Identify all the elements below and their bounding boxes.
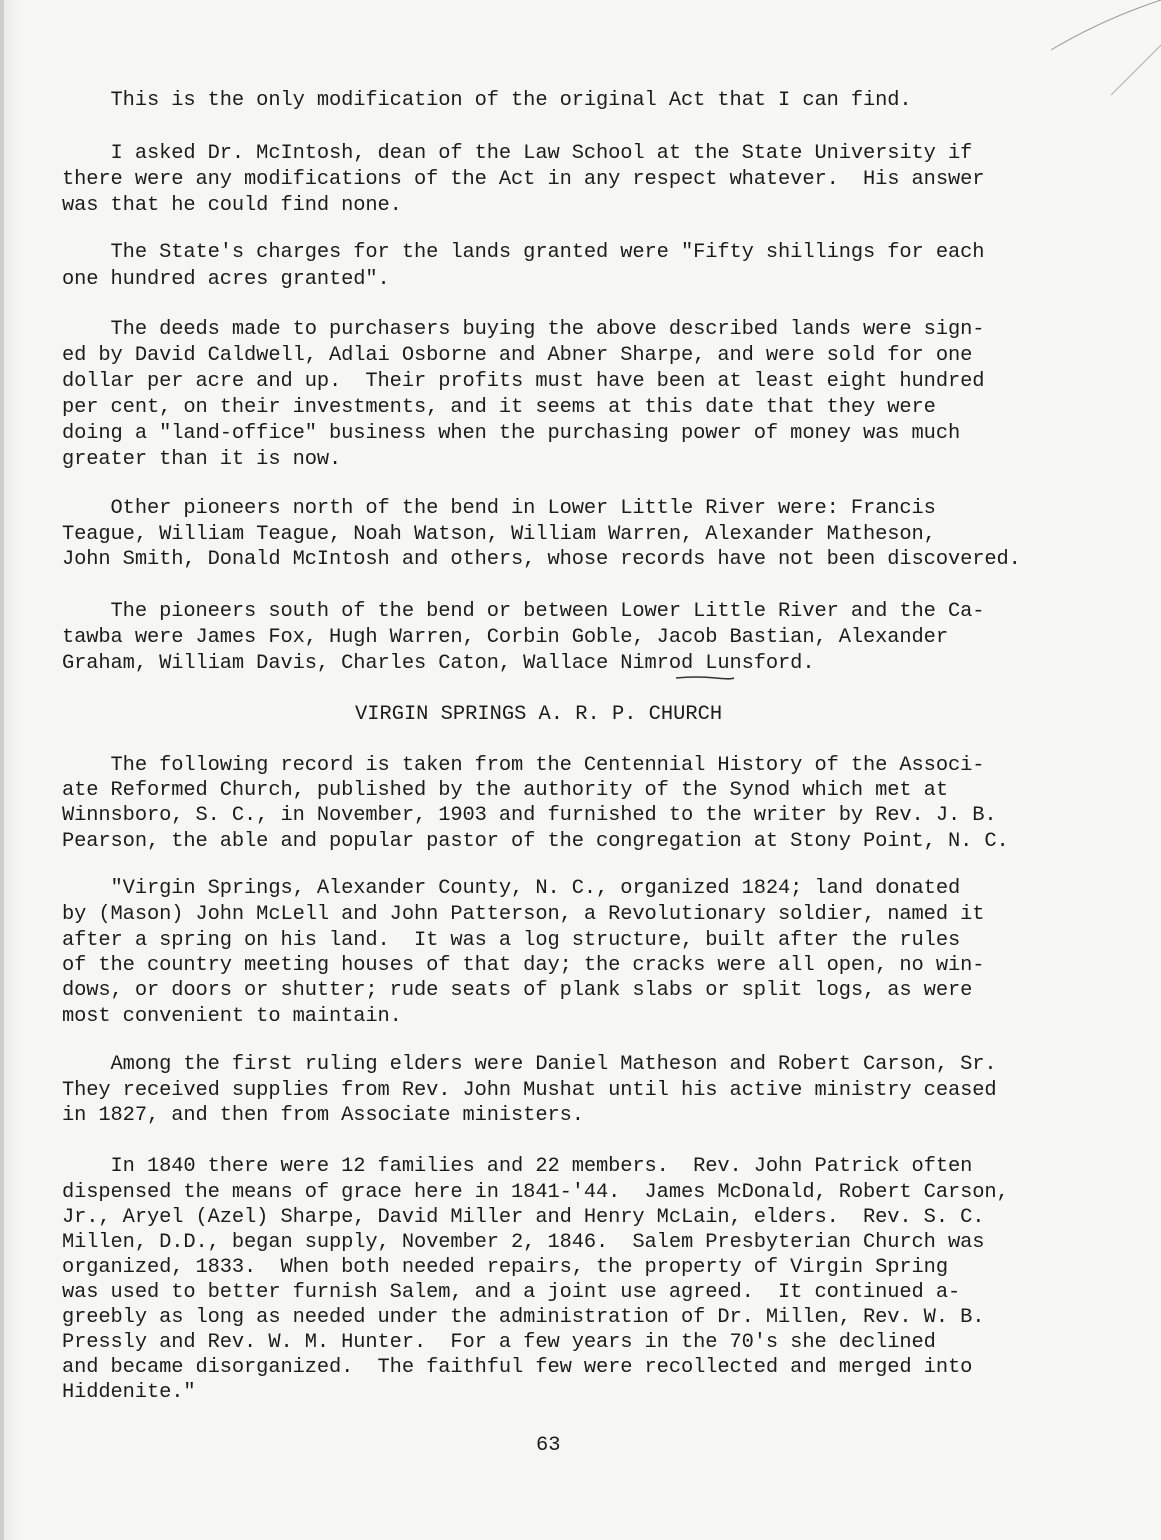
text-line: The following record is taken from the Centennial History of the Associ- <box>62 754 985 777</box>
page-number: 63 <box>536 1434 561 1457</box>
text-line: I asked Dr. McIntosh, dean of the Law School at the State University if <box>62 142 973 165</box>
text-line: The State's charges for the lands granted were "Fifty shillings for each <box>62 241 985 264</box>
text-line: Winnsboro, S. C., in November, 1903 and furnished to the writer by Rev. J. B. <box>62 804 997 827</box>
text-line: after a spring on his land. It was a log structure, built after the rules <box>62 929 961 952</box>
text-line: doing a "land-office" business when the purchasing power of money was much <box>62 422 961 445</box>
text-line: Pressly and Rev. W. M. Hunter. For a few years in the 70's she declined <box>62 1331 936 1354</box>
text-line: was used to better furnish Salem, and a joint use agreed. It continued a- <box>62 1281 961 1304</box>
text-line: Hiddenite." <box>62 1381 196 1404</box>
text-line: "Virgin Springs, Alexander County, N. C., organized 1824; land donated <box>62 877 961 900</box>
text-line: They received supplies from Rev. John Mushat until his active ministry ceased <box>62 1079 997 1102</box>
text-line: in 1827, and then from Associate ministers. <box>62 1104 584 1127</box>
text-line: The deeds made to purchasers buying the above described lands were sign- <box>62 318 985 341</box>
text-line: ate Reformed Church, published by the authority of the Synod which met at <box>62 779 948 802</box>
text-line: Teague, William Teague, Noah Watson, William Warren, Alexander Matheson, <box>62 523 936 546</box>
text-line: The pioneers south of the bend or between Lower Little River and the Ca- <box>62 600 985 623</box>
text-line: Millen, D.D., began supply, November 2, 1846. Salem Presbyterian Church was <box>62 1231 985 1254</box>
text-line: tawba were James Fox, Hugh Warren, Corbin Goble, Jacob Bastian, Alexander <box>62 626 948 649</box>
text-line: by (Mason) John McLell and John Patterson, a Revolutionary soldier, named it <box>62 903 985 926</box>
text-line: organized, 1833. When both needed repairs, the property of Virgin Spring <box>62 1256 948 1279</box>
text-line: Pearson, the able and popular pastor of the congregation at Stony Point, N. C. <box>62 830 1009 853</box>
text-line: per cent, on their investments, and it seems at this date that they were <box>62 396 936 419</box>
text-line: ed by David Caldwell, Adlai Osborne and Abner Sharpe, and were sold for one <box>62 344 973 367</box>
text-line: Other pioneers north of the bend in Lower Little River were: Francis <box>62 497 936 520</box>
text-line: This is the only modification of the original Act that I can find. <box>62 89 912 112</box>
text-line: In 1840 there were 12 families and 22 members. Rev. John Patrick often <box>62 1155 973 1178</box>
text-line: Jr., Aryel (Azel) Sharpe, David Miller and Henry McLain, elders. Rev. S. C. <box>62 1206 985 1229</box>
text-line: greater than it is now. <box>62 448 342 471</box>
handwritten-underline-mark <box>676 675 734 680</box>
text-line: dollar per acre and up. Their profits must have been at least eight hundred <box>62 370 985 393</box>
page-corner-mark <box>1011 0 1161 100</box>
text-line: most convenient to maintain. <box>62 1005 402 1028</box>
text-line: Graham, William Davis, Charles Caton, Wallace Nimrod Lunsford. <box>62 652 815 675</box>
text-line: of the country meeting houses of that day; the cracks were all open, no win- <box>62 954 985 977</box>
text-line: greebly as long as needed under the administration of Dr. Millen, Rev. W. B. <box>62 1306 985 1329</box>
text-line: there were any modifications of the Act in any respect whatever. His answer <box>62 168 985 191</box>
text-line: and became disorganized. The faithful few were recollected and merged into <box>62 1356 973 1379</box>
text-line: John Smith, Donald McIntosh and others, whose records have not been discovered. <box>62 548 1021 571</box>
text-line: one hundred acres granted". <box>62 268 390 291</box>
text-line: dispensed the means of grace here in 1841-'44. James McDonald, Robert Carson, <box>62 1181 1009 1204</box>
text-line: Among the first ruling elders were Daniel Matheson and Robert Carson, Sr. <box>62 1053 997 1076</box>
section-heading: VIRGIN SPRINGS A. R. P. CHURCH <box>355 703 723 726</box>
text-line: was that he could find none. <box>62 194 402 217</box>
page-binding-edge <box>0 0 4 1540</box>
text-line: dows, or doors or shutter; rude seats of plank slabs or split logs, as were <box>62 979 973 1002</box>
